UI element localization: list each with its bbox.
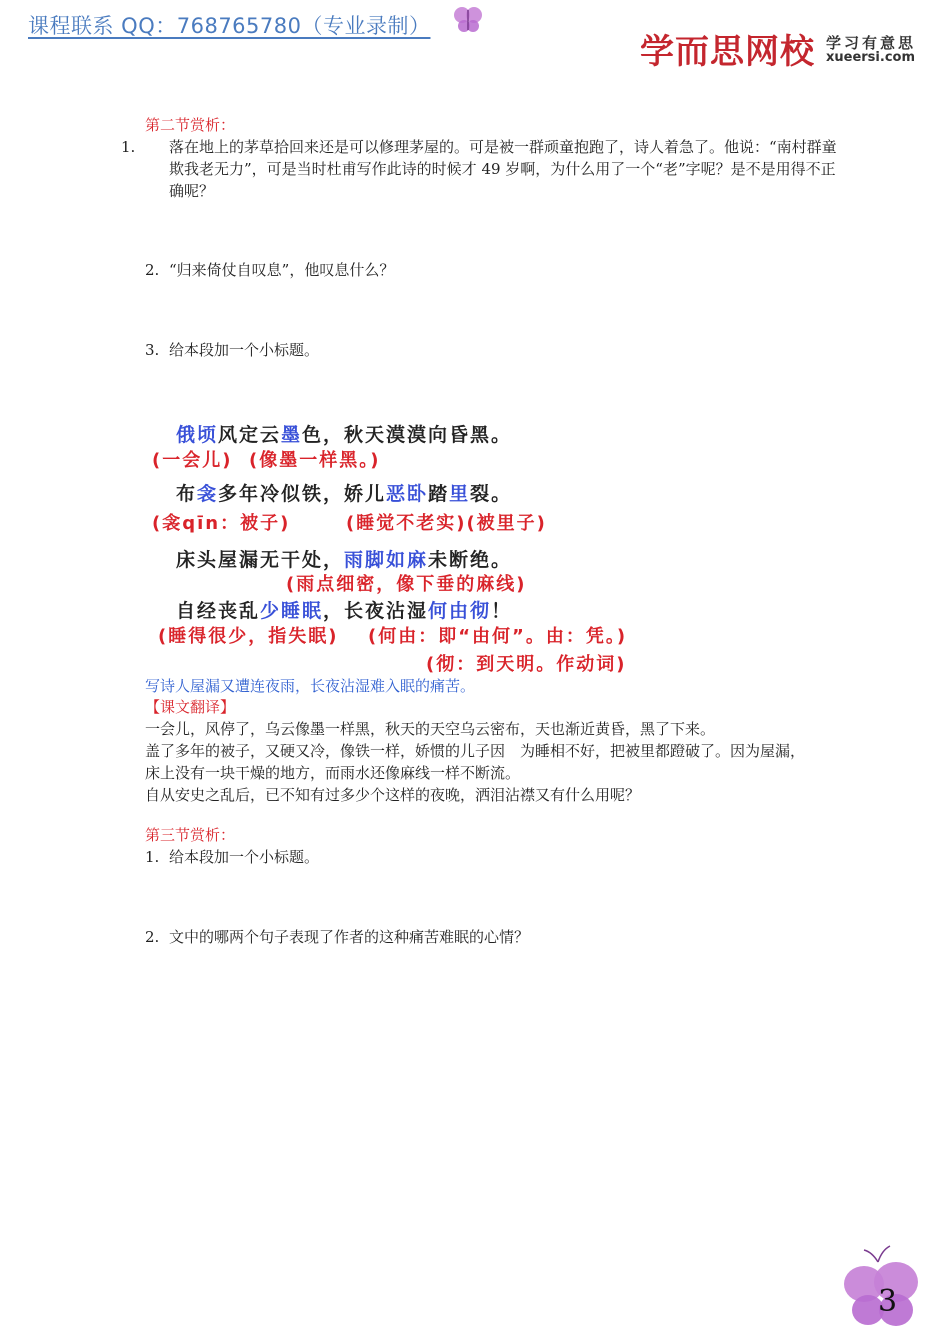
poem-word: 墨 <box>281 424 303 446</box>
section3-question-1 <box>145 846 815 868</box>
poem-note-3: (雨点细密，像下垂的麻线) <box>286 574 527 595</box>
poem-note-2b: (睡觉不老实)(被里子) <box>346 513 547 534</box>
section3-heading: 第三节赏析： <box>145 826 236 844</box>
section2-question-2 <box>145 259 815 281</box>
section2-heading: 第二节赏析： <box>145 116 236 134</box>
section2-question-3 <box>145 339 815 361</box>
question-number: 2. <box>145 928 160 946</box>
poem-text: 多年冷似铁，娇儿 <box>218 483 387 505</box>
poem-word: 何由彻 <box>428 600 492 622</box>
butterfly-icon <box>452 4 484 34</box>
poem-note-2a: (衾qīn：被子) <box>152 513 291 534</box>
poem-text: ，长夜沾湿 <box>323 600 429 622</box>
poem-note-1: (一会儿) (像墨一样黑。) <box>152 450 381 471</box>
poem-word: 少睡眠 <box>260 600 324 622</box>
question-text: 给本段加一个小标题。 <box>169 341 320 359</box>
question-text: 落在地上的茅草拾回来还是可以修理茅屋的。可是被一群顽童抱跑了，诗人着急了。他说：“南村群童欺我老无力”，可是当时杜甫写作此诗的时候才 49 岁啊，为什么用了一个“老”字呢？是不是用得不正确呢？ <box>169 138 837 200</box>
poem-text: 色，秋天漠漠向昏黑。 <box>302 424 513 446</box>
poem-word: 恶卧 <box>386 483 429 505</box>
poem-word: 雨脚如麻 <box>344 549 429 571</box>
poem-line-1 <box>176 420 512 447</box>
translation-paragraph-1: 一会儿，风停了，乌云像墨一样黑，秋天的天空乌云密布，天也渐近黄昏，黑了下来。 <box>145 720 716 738</box>
translation-paragraph-2: 盖了多年的被子，又硬又冷，像铁一样，娇惯的儿子因 为睡相不好，把被里都蹬破了。因为屋漏，床上没有一块干燥的地方，而雨水还像麻线一样不断流。 <box>145 742 806 782</box>
poem-text: 踏 <box>428 483 450 505</box>
poem-word: 衾 <box>197 483 219 505</box>
poem-line-4 <box>176 596 512 623</box>
poem-note-4b: (何由：即“由何”。由：凭。) <box>368 626 628 647</box>
question-number: 1. <box>145 848 160 866</box>
section3-question-2 <box>145 926 815 948</box>
poem-line-2 <box>176 479 512 506</box>
poem-text: 布 <box>176 483 198 505</box>
question-number: 2. <box>145 261 160 279</box>
poem-line-3 <box>176 545 512 572</box>
poem-word: 俄顷 <box>176 424 219 446</box>
translation-heading: 【课文翻译】 <box>145 698 236 716</box>
poem-word: 里 <box>449 483 471 505</box>
brand-slogan: 学习有意思 <box>826 34 917 52</box>
section2-question-1 <box>121 136 839 202</box>
poem-text: 未断绝。 <box>428 549 513 571</box>
poem-note-4a: (睡得很少，指失眠) <box>158 626 339 647</box>
question-number: 1. <box>121 138 136 156</box>
brand-domain: xueersi.com <box>826 50 916 65</box>
poem-text: 床头屋漏无干处， <box>176 549 345 571</box>
page-number: 3 <box>878 1284 898 1319</box>
translation-paragraph-3: 自从安史之乱后，已不知有过多少个这样的夜晚，洒泪沾襟又有什么用呢？ <box>145 786 641 804</box>
poem-text: 风定云 <box>218 424 282 446</box>
question-text: “归来倚仗自叹息”，他叹息什么？ <box>169 261 395 279</box>
poem-text: 裂。 <box>470 483 513 505</box>
poem-note-4c: (彻：到天明。作动词) <box>426 654 627 675</box>
poem-text: 自经丧乱 <box>176 600 261 622</box>
course-contact-link[interactable]: 课程联系 QQ：768765780（专业录制） <box>28 14 431 38</box>
question-number: 3. <box>145 341 160 359</box>
question-text: 文中的哪两个句子表现了作者的这种痛苦难眠的心情？ <box>169 928 530 946</box>
poem-summary: 写诗人屋漏又遭连夜雨，长夜沾湿难入眠的痛苦。 <box>145 677 476 695</box>
question-text: 给本段加一个小标题。 <box>169 848 320 866</box>
brand-logo: 学而思网校 <box>640 32 815 72</box>
poem-text: ！ <box>491 600 513 622</box>
